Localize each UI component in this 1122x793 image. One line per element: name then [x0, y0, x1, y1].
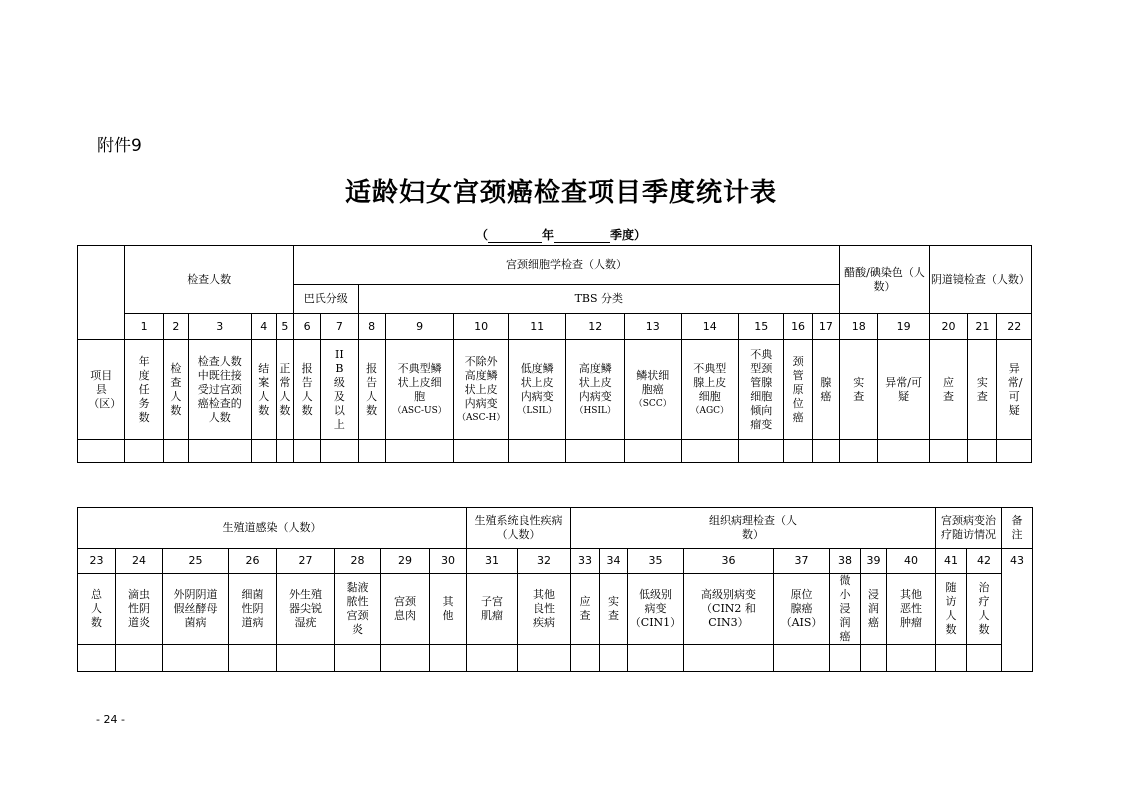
- table-cell[interactable]: [189, 440, 252, 463]
- page-number: - 24 -: [96, 713, 125, 726]
- group-pathology-text: 组织病理检查（人数）: [709, 514, 797, 541]
- col-number: 28: [335, 549, 381, 574]
- col-label: [454, 340, 509, 440]
- col-label-text: 子宫肌瘤: [481, 595, 503, 622]
- col-label-text: 腺癌: [820, 375, 832, 403]
- table-cell[interactable]: [887, 645, 936, 672]
- year-blank: [488, 231, 542, 243]
- table-cell[interactable]: [335, 645, 381, 672]
- col-label-text: 外生殖器尖锐湿疣: [289, 588, 322, 629]
- col-label: [381, 574, 430, 645]
- table-cell[interactable]: [624, 440, 681, 463]
- sub-tbs: TBS 分类: [358, 285, 840, 314]
- table-cell[interactable]: [125, 440, 163, 463]
- remarks-number: 43: [1002, 549, 1033, 672]
- col-label-text: 应查: [579, 595, 591, 622]
- page-title: 适龄妇女宫颈癌检查项目季度统计表: [344, 178, 777, 208]
- col-label-text: IIB级及以上: [333, 347, 345, 431]
- table-cell[interactable]: [78, 440, 125, 463]
- col-label-text: 黏液脓性宫颈炎: [346, 581, 369, 636]
- table-cell[interactable]: [321, 440, 358, 463]
- col-label-text: 报告人数: [366, 361, 378, 417]
- col-label: [774, 574, 830, 645]
- table-cell[interactable]: [251, 440, 276, 463]
- col-label: [189, 340, 252, 440]
- col-code: （AIS）: [780, 616, 823, 629]
- col-number: 5: [276, 314, 293, 340]
- table-cell[interactable]: [967, 645, 1002, 672]
- col-label-text: 其他: [442, 595, 454, 622]
- group-benign-text: 生殖系统良性疾病（人数）: [474, 514, 563, 541]
- period-quarter: 季度）: [610, 228, 647, 242]
- table-cell[interactable]: [784, 440, 812, 463]
- table-cell[interactable]: [229, 645, 277, 672]
- table-cell[interactable]: [936, 645, 967, 672]
- col-label-text: 不除外高度鳞状上皮内病变: [464, 354, 498, 410]
- col-number: 36: [684, 549, 774, 574]
- quarter-blank: [554, 231, 610, 243]
- table-cell[interactable]: [358, 440, 385, 463]
- col-label-text: 滴虫性阴道炎: [128, 588, 150, 629]
- col-label: [571, 574, 600, 645]
- table-cell[interactable]: [508, 440, 566, 463]
- table-cell[interactable]: [774, 645, 830, 672]
- col-label-text: 颈管原位癌: [792, 354, 804, 424]
- col-number: 27: [277, 549, 335, 574]
- table-cell[interactable]: [163, 645, 229, 672]
- col-label: [830, 574, 861, 645]
- col-number: 15: [739, 314, 784, 340]
- col-label: [929, 340, 967, 440]
- table-cell[interactable]: [78, 645, 116, 672]
- col-label: [277, 574, 335, 645]
- col-label: [116, 574, 163, 645]
- table-cell[interactable]: [277, 645, 335, 672]
- group-cytology: 宫颈细胞学检查（人数）: [293, 246, 839, 285]
- table-cell[interactable]: [929, 440, 967, 463]
- col-label: [78, 574, 116, 645]
- group-checks: 检查人数: [125, 246, 294, 314]
- col-label-text: 其他良性疾病: [533, 588, 555, 629]
- col-label: [358, 340, 385, 440]
- col-code: （ASC-US）: [392, 405, 447, 416]
- table-cell[interactable]: [739, 440, 784, 463]
- col-code: （AGC）: [690, 405, 730, 416]
- col-number: 40: [887, 549, 936, 574]
- col-number: 3: [189, 314, 252, 340]
- group-benign: [467, 508, 571, 549]
- table-cell[interactable]: [518, 645, 571, 672]
- col-label-text: 年度任务数: [138, 354, 150, 424]
- table-cell[interactable]: [467, 645, 518, 672]
- table-cell[interactable]: [381, 645, 430, 672]
- col-label-text: 鳞状细胞癌: [636, 368, 670, 396]
- col-code: （HSIL）: [574, 405, 616, 416]
- group-followup: [936, 508, 1002, 549]
- col-number: 23: [78, 549, 116, 574]
- col-label-text: 应查: [943, 375, 955, 403]
- col-label: [681, 340, 739, 440]
- col-label-text: 低级别病变: [639, 588, 672, 615]
- col-label: [518, 574, 571, 645]
- col-code: （SCC）: [633, 398, 672, 409]
- col-number: 13: [624, 314, 681, 340]
- col-number: 24: [116, 549, 163, 574]
- table-cell[interactable]: [812, 440, 839, 463]
- table-cell[interactable]: [163, 440, 188, 463]
- period-year: 年: [542, 228, 555, 242]
- col-label: [812, 340, 839, 440]
- col-number: 37: [774, 549, 830, 574]
- col-label-text: 不典型颈管腺细胞倾向瘤变: [750, 347, 773, 431]
- col-number: 34: [600, 549, 628, 574]
- county-label-text: 项目县（区）: [88, 368, 122, 410]
- col-code: （LSIL）: [517, 405, 558, 416]
- col-code: （CIN2 和 CIN3）: [701, 602, 756, 629]
- table-cell[interactable]: [681, 440, 739, 463]
- table-row: [78, 440, 1032, 463]
- col-label-text: 宫颈息肉: [394, 595, 416, 622]
- col-label: [739, 340, 784, 440]
- table-cell[interactable]: [878, 440, 929, 463]
- col-number: 2: [163, 314, 188, 340]
- col-label: [861, 574, 887, 645]
- col-label: [967, 574, 1002, 645]
- col-label: [163, 574, 229, 645]
- remarks-header: [1002, 508, 1033, 549]
- row-header-county: [78, 246, 125, 340]
- col-label-text: 细菌性阴道病: [241, 588, 264, 629]
- group-acetic: 醋酸/碘染色（人数）: [840, 246, 930, 314]
- statistics-table-2: [77, 507, 1033, 672]
- table-cell[interactable]: [628, 645, 684, 672]
- col-number: 10: [454, 314, 509, 340]
- col-label: [430, 574, 467, 645]
- col-number: 8: [358, 314, 385, 340]
- col-label: [229, 574, 277, 645]
- col-number: 41: [936, 549, 967, 574]
- col-label: [508, 340, 566, 440]
- table-cell[interactable]: [830, 645, 861, 672]
- table-cell[interactable]: [997, 440, 1032, 463]
- col-label: [600, 574, 628, 645]
- table-cell[interactable]: [293, 440, 320, 463]
- col-label-text: 原位腺癌: [790, 588, 813, 615]
- col-label: [624, 340, 681, 440]
- col-label: [467, 574, 518, 645]
- col-label: [887, 574, 936, 645]
- group-infection: 生殖道感染（人数）: [78, 508, 467, 549]
- col-label-text: 实查: [976, 375, 988, 403]
- col-label-text: 外阴阴道假丝酵母菌病: [173, 588, 218, 629]
- col-label: [784, 340, 812, 440]
- col-number: 29: [381, 549, 430, 574]
- statistics-table-1: [77, 245, 1032, 463]
- col-label-text: 正常人数: [279, 361, 291, 417]
- col-label-text: 不典型腺上皮细胞: [693, 361, 727, 403]
- col-label-text: 结案人数: [258, 361, 270, 417]
- col-label-text: 微小浸润癌: [839, 574, 851, 643]
- col-number: 7: [321, 314, 358, 340]
- col-label: [163, 340, 188, 440]
- col-label: [385, 340, 454, 440]
- col-number: 21: [968, 314, 997, 340]
- col-label: [628, 574, 684, 645]
- table-cell[interactable]: [454, 440, 509, 463]
- col-number: 26: [229, 549, 277, 574]
- col-number: 19: [878, 314, 929, 340]
- col-number: 35: [628, 549, 684, 574]
- col-label: [878, 340, 929, 440]
- col-number: 20: [929, 314, 967, 340]
- col-number: 42: [967, 549, 1002, 574]
- col-label-text: 实查: [608, 595, 619, 622]
- table-cell[interactable]: [276, 440, 293, 463]
- table-cell[interactable]: [968, 440, 997, 463]
- col-number: 33: [571, 549, 600, 574]
- col-label: [276, 340, 293, 440]
- col-label-text: 检查人数中既往接受过宫颈癌检查的人数: [197, 354, 242, 424]
- col-number: 17: [812, 314, 839, 340]
- col-label: [293, 340, 320, 440]
- period-open: （: [476, 228, 489, 242]
- table-cell[interactable]: [861, 645, 887, 672]
- col-number: 39: [861, 549, 887, 574]
- table-row: [78, 645, 1033, 672]
- col-label-text: 浸润癌: [868, 588, 879, 629]
- row-header-county-label: [78, 340, 125, 440]
- col-label-text: 高级别病变: [701, 588, 756, 601]
- col-code: （ASC-H）: [456, 412, 506, 423]
- table-cell[interactable]: [840, 440, 878, 463]
- col-number: 38: [830, 549, 861, 574]
- col-label-text: 低度鳞状上皮内病变: [520, 361, 554, 403]
- col-label-text: 其他恶性肿瘤: [900, 588, 922, 629]
- col-label-text: 治疗人数: [978, 581, 990, 636]
- table-cell[interactable]: [430, 645, 467, 672]
- group-pathology: [571, 508, 936, 549]
- col-label: [968, 340, 997, 440]
- col-number: 22: [997, 314, 1032, 340]
- table-cell[interactable]: [571, 645, 600, 672]
- col-label: [566, 340, 625, 440]
- col-number: 11: [508, 314, 566, 340]
- col-number: 6: [293, 314, 320, 340]
- col-label-text: 随访人数: [945, 581, 957, 636]
- col-number: 9: [385, 314, 454, 340]
- table-cell[interactable]: [600, 645, 628, 672]
- table-cell[interactable]: [116, 645, 163, 672]
- col-code: （CIN1）: [629, 616, 682, 629]
- table-cell[interactable]: [684, 645, 774, 672]
- col-number: 31: [467, 549, 518, 574]
- remarks-text: 备注: [1011, 514, 1023, 541]
- col-label-text: 总人数: [91, 588, 102, 629]
- col-number: 30: [430, 549, 467, 574]
- col-label: [684, 574, 774, 645]
- col-label: [251, 340, 276, 440]
- col-label: [997, 340, 1032, 440]
- col-number: 25: [163, 549, 229, 574]
- col-label-text: 检查人数: [170, 361, 182, 417]
- col-number: 1: [125, 314, 163, 340]
- col-label: [840, 340, 878, 440]
- col-label-text: 不典型鳞状上皮细胞: [397, 361, 442, 403]
- col-number: 14: [681, 314, 739, 340]
- group-colposcopy: 阴道镜检查（人数）: [929, 246, 1031, 314]
- col-number: 12: [566, 314, 625, 340]
- col-label: [335, 574, 381, 645]
- col-number: 32: [518, 549, 571, 574]
- period-line: [476, 226, 646, 243]
- col-label-text: 报告人数: [301, 361, 313, 417]
- col-label-text: 异常/可疑: [885, 375, 922, 403]
- col-number: 16: [784, 314, 812, 340]
- col-label-text: 异常/可疑: [1007, 361, 1023, 417]
- col-number: 4: [251, 314, 276, 340]
- table-cell[interactable]: [385, 440, 454, 463]
- col-label-text: 实查: [853, 375, 865, 403]
- col-label-text: 高度鳞状上皮内病变: [578, 361, 612, 403]
- sub-pap: 巴氏分级: [293, 285, 358, 314]
- attachment-label: 附件9: [97, 136, 142, 156]
- table-cell[interactable]: [566, 440, 625, 463]
- col-label: [125, 340, 163, 440]
- col-label: [936, 574, 967, 645]
- col-label: [321, 340, 358, 440]
- col-number: 18: [840, 314, 878, 340]
- group-followup-text: 宫颈病变治疗随访情况: [941, 514, 996, 541]
